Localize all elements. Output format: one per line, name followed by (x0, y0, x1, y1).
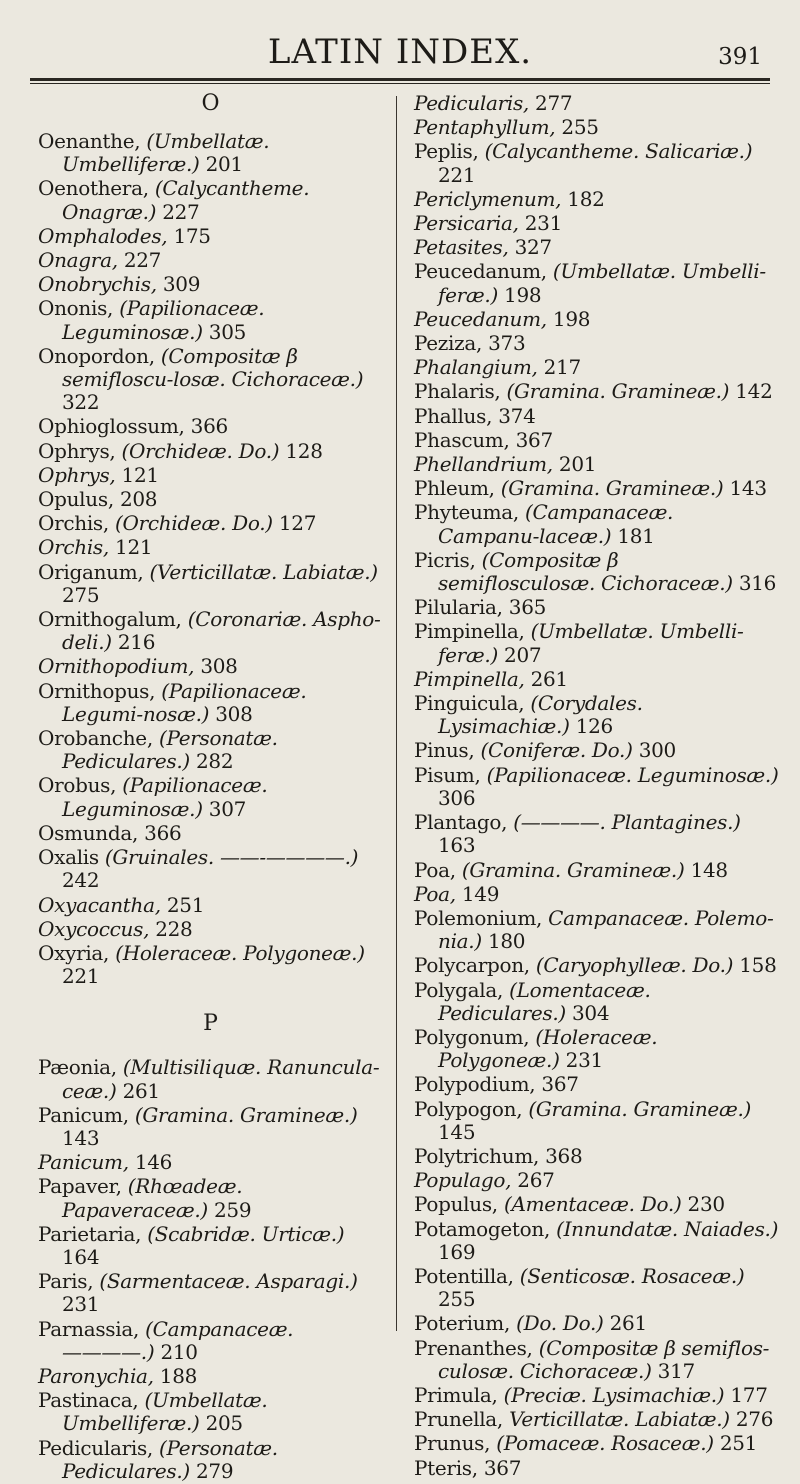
entry-group: (Calycantheme. Onagræ.) (62, 176, 310, 224)
index-entry (38, 415, 383, 438)
entry-genus: Primula, (414, 1382, 498, 1407)
index-entry (38, 942, 383, 988)
entry-page: 308 (215, 701, 253, 726)
entry-genus: Pisum, (414, 762, 481, 787)
entry-group: (Personatæ. Pediculares.) (62, 1435, 278, 1483)
entry-genus: Oxyria, (38, 940, 110, 965)
index-entry (38, 774, 383, 820)
index-entry (414, 954, 779, 977)
entry-genus: Ophrys, (38, 438, 116, 463)
entry-page: 316 (738, 571, 777, 596)
entry-genus: Panicum, (38, 1102, 129, 1127)
entry-genus: Onobrychis, (38, 272, 157, 297)
index-entry (38, 177, 383, 223)
index-entry (414, 140, 779, 186)
entry-genus: Osmunda, (38, 820, 139, 845)
entry-genus: Prunella, (414, 1407, 503, 1432)
index-entry (414, 380, 779, 403)
index-entry (414, 1169, 779, 1192)
index-entry (38, 1270, 383, 1316)
entry-genus: Prenanthes, (414, 1335, 533, 1360)
entry-page: 304 (571, 1000, 610, 1025)
entry-page: 261 (530, 666, 568, 691)
entry-page: 276 (735, 1407, 774, 1432)
index-entry (414, 116, 779, 139)
entry-genus: Pedicularis, (414, 91, 529, 115)
entry-page: 205 (205, 1411, 243, 1436)
entry-group: (Compositæ β semifloscu-losæ. Cichoraceæ.) (62, 343, 364, 392)
entry-genus: Papaver, (38, 1174, 122, 1199)
index-entry (38, 1365, 383, 1388)
entry-group: (Scabridæ. Urticæ.) (147, 1221, 345, 1246)
entry-group: (Papilionaceæ. Leguminosæ.) (62, 773, 268, 821)
index-entry (414, 668, 779, 691)
entry-genus: Parietaria, (38, 1221, 142, 1246)
entry-genus: Peucedanum, (414, 259, 547, 284)
entry-group: (Preciæ. Lysimachiæ.) (503, 1382, 725, 1407)
index-entry (38, 1389, 383, 1435)
entry-genus: Phalangium, (414, 355, 538, 380)
entry-page: 300 (638, 738, 676, 763)
entry-genus: Pentaphyllum, (414, 115, 556, 140)
entry-genus: Petasites, (414, 235, 509, 260)
entry-page: 142 (735, 379, 773, 404)
index-entry (38, 225, 383, 248)
index-entry (414, 811, 779, 857)
index-entry (38, 1175, 383, 1221)
index-entry (414, 1026, 779, 1072)
entry-genus: Polygala, (414, 977, 504, 1002)
entry-group: (Coronariæ. Aspho-deli.) (62, 607, 381, 655)
entry-page: 146 (134, 1150, 173, 1175)
entry-page: 275 (62, 582, 100, 607)
entry-page: 143 (62, 1125, 100, 1150)
index-entry (414, 1312, 779, 1335)
entry-page: 164 (62, 1244, 100, 1269)
entry-genus: Pinus, (414, 738, 475, 763)
entry-group: (Orchideæ. Do.) (115, 511, 273, 536)
entry-group: (Gramina. Gramineæ.) (461, 857, 685, 882)
entry-page: 279 (195, 1458, 234, 1483)
entry-genus: Orobus, (38, 773, 117, 798)
entry-genus: Pastinaca, (38, 1388, 139, 1413)
entry-group: (Holeraceæ. Polygoneæ.) (438, 1024, 658, 1073)
entry-genus: Potentilla, (414, 1263, 514, 1288)
entry-genus: Phleum, (414, 476, 495, 501)
entry-page: 251 (719, 1431, 758, 1456)
entry-page: 177 (730, 1382, 768, 1407)
entry-genus: Paris, (38, 1269, 94, 1294)
entry-group: (Gramina. Gramineæ.) (134, 1102, 358, 1127)
entry-group: (Personatæ. Pediculares.) (62, 726, 278, 774)
entry-group: (Senticosæ. Rosaceæ.) (519, 1263, 745, 1288)
index-entry (414, 692, 779, 738)
entry-page: 227 (123, 248, 162, 273)
entry-page: 327 (514, 235, 552, 260)
entry-genus: Polytrichum, (414, 1143, 540, 1168)
index-entry (414, 596, 779, 619)
entry-page: 367 (515, 427, 553, 452)
entry-page: 277 (535, 91, 573, 115)
entry-genus: Pilularia, (414, 595, 503, 620)
entry-group: (Multisiliquæ. Ranuncula-ceæ.) (62, 1055, 380, 1103)
entry-genus: Poterium, (414, 1311, 511, 1336)
entry-page: 282 (195, 749, 234, 774)
index-entry (414, 501, 779, 547)
entry-page: 242 (62, 868, 100, 893)
entry-page: 367 (483, 1455, 522, 1480)
entry-genus: Ophioglossum, (38, 414, 185, 439)
index-entry (414, 907, 779, 953)
entry-genus: Prunus, (414, 1431, 491, 1456)
entry-page: 216 (117, 630, 156, 655)
entry-group: (Lomentaceæ. Pediculares.) (438, 977, 651, 1025)
entry-page: 127 (278, 511, 317, 536)
entry-page: 306 (438, 785, 476, 810)
index-entry (414, 356, 779, 379)
entry-genus: Populus, (414, 1192, 498, 1217)
entry-page: 208 (119, 487, 158, 512)
index-entry (38, 1056, 383, 1102)
section-letter-o: O (201, 91, 220, 116)
entry-genus: Ononis, (38, 296, 114, 321)
entry-page: 201 (558, 452, 597, 477)
index-entry (38, 655, 383, 678)
entry-genus: Onopordon, (38, 343, 155, 368)
running-title: LATIN INDEX. (267, 32, 533, 72)
index-entry (414, 477, 779, 500)
entry-genus: Poa, (414, 857, 456, 882)
entry-page: 121 (115, 535, 153, 560)
entry-genus: Pæonia, (38, 1055, 117, 1080)
entry-group: (Pomaceæ. Rosaceæ.) (496, 1431, 714, 1456)
entry-genus: Origanum, (38, 559, 144, 584)
entry-page: 169 (438, 1239, 476, 1264)
index-entry (414, 1384, 779, 1407)
index-entry (38, 608, 383, 654)
entry-genus: Phyteuma, (414, 500, 519, 525)
entry-page: 309 (162, 272, 201, 297)
index-entry (414, 764, 779, 810)
entry-genus: Pimpinella, (414, 619, 525, 644)
index-entry (38, 894, 383, 917)
index-entry (414, 979, 779, 1025)
entry-genus: Polemonium, (414, 905, 543, 930)
entry-genus: Ornithogalum, (38, 607, 182, 632)
entry-page: 201 (205, 152, 243, 177)
index-entry (38, 1151, 383, 1174)
index-entry (414, 549, 779, 595)
entry-page: 217 (543, 355, 581, 380)
section-letter-p: P (203, 1011, 218, 1037)
entry-genus: Phellandrium, (414, 452, 553, 477)
index-entry (414, 620, 779, 666)
entry-page: 158 (739, 953, 777, 978)
entry-group: (Papilionaceæ. Legumi-nosæ.) (62, 678, 307, 726)
entry-group: (Do. Do.) (516, 1311, 604, 1336)
entry-page: 322 (62, 390, 100, 415)
index-entry (414, 1265, 779, 1311)
index-entry (38, 1318, 383, 1364)
entry-group: (Gramina. Gramineæ.) (528, 1096, 752, 1121)
entry-page: 307 (208, 796, 247, 821)
entry-page: 163 (438, 833, 476, 858)
index-entry (38, 1437, 383, 1483)
entry-page: 126 (575, 714, 613, 739)
entry-group: (Campanaceæ. Campanu-laceæ.) (438, 500, 674, 548)
entry-page: 121 (121, 462, 159, 487)
header-rule (30, 78, 770, 84)
entry-group: (Umbellatæ. Umbelli-feræ.) (438, 259, 766, 307)
entry-page: 373 (488, 331, 526, 356)
entry-page: 231 (62, 1292, 100, 1317)
entry-page: 228 (155, 916, 193, 941)
right-column (414, 92, 779, 1481)
entry-group: (Corydales. Lysimachiæ.) (438, 691, 643, 739)
entry-genus: Oenanthe, (38, 129, 141, 153)
entry-genus: Populago, (414, 1168, 512, 1193)
entry-page: 255 (438, 1287, 476, 1312)
entry-page: 305 (208, 319, 247, 344)
entry-genus: Pimpinella, (414, 666, 525, 691)
entry-group: (Papilionaceæ. Leguminosæ.) (486, 762, 779, 787)
index-entry (414, 332, 779, 355)
entry-page: 261 (122, 1078, 160, 1103)
entry-genus: Oxalis (38, 845, 99, 870)
index-entry (414, 1145, 779, 1168)
entry-genus: Pedicularis, (38, 1435, 153, 1460)
entry-group: (Holeraceæ. Polygoneæ.) (115, 940, 365, 965)
entry-page: 259 (214, 1197, 252, 1222)
index-entry (38, 440, 383, 463)
entry-group: (Rhœadeæ. Papaveraceæ.) (62, 1174, 243, 1222)
entry-page: 231 (524, 211, 563, 236)
entry-group: Campanaceæ. Polemo-nia.) (438, 905, 774, 954)
entry-page: 182 (567, 186, 605, 211)
entry-page: 261 (609, 1311, 647, 1336)
entry-group: (Verticillatæ. Labiatæ.) (149, 559, 378, 584)
index-entry (38, 822, 383, 845)
index-entry (414, 188, 779, 211)
index-entry (414, 1073, 779, 1096)
entry-page: 251 (166, 892, 205, 917)
column-divider (396, 96, 397, 1331)
index-entry (38, 488, 383, 511)
entry-group: (Umbellatæ. Umbelliferæ.) (62, 129, 270, 177)
entry-page: 143 (729, 476, 767, 501)
entry-genus: Opulus, (38, 487, 114, 512)
entry-page: 368 (545, 1143, 583, 1168)
entry-group: (Compositæ β semiflosculosæ. Cichoraceæ.) (438, 547, 733, 596)
entry-group: (————. Plantagines.) (513, 810, 741, 835)
index-entry (414, 1193, 779, 1216)
page-header (0, 0, 800, 80)
entry-group: (Amentaceæ. Do.) (503, 1192, 682, 1217)
index-entry (414, 453, 779, 476)
entry-page: 148 (690, 857, 728, 882)
entry-genus: Phascum, (414, 427, 510, 452)
entry-page: 267 (517, 1168, 555, 1193)
entry-page: 374 (498, 403, 536, 428)
entry-group: (Orchideæ. Do.) (121, 438, 280, 463)
entry-genus: Paronychia, (38, 1363, 154, 1388)
entry-page: 149 (461, 881, 500, 906)
index-entry (414, 1218, 779, 1264)
entry-page: 198 (552, 306, 591, 331)
index-entry (38, 130, 383, 176)
entry-genus: Orchis, (38, 511, 109, 536)
entry-genus: Peziza, (414, 331, 483, 356)
entry-genus: Poa, (414, 881, 456, 906)
index-entry (414, 1457, 779, 1480)
entry-genus: Polygonum, (414, 1024, 530, 1049)
entry-group: (Gramina. Gramineæ.) (506, 379, 730, 404)
entry-genus: Peplis, (414, 139, 479, 164)
index-entry (414, 739, 779, 762)
index-entry (38, 297, 383, 343)
entry-group: (Papilionaceæ. Leguminosæ.) (62, 296, 265, 344)
entry-genus: Peucedanum, (414, 306, 547, 331)
entry-genus: Polypogon, (414, 1096, 523, 1121)
entry-genus: Ornithopus, (38, 678, 156, 703)
index-entry (414, 883, 779, 906)
entry-page: 210 (160, 1339, 198, 1364)
entry-genus: Phallus, (414, 403, 493, 428)
entry-page: 255 (561, 115, 599, 140)
entry-group: Verticillatæ. Labiatæ.) (509, 1407, 730, 1432)
entry-page: 227 (162, 199, 200, 224)
index-entry (38, 1223, 383, 1269)
entry-genus: Ophrys, (38, 462, 116, 487)
entry-page: 231 (565, 1048, 603, 1073)
entry-genus: Plantago, (414, 810, 508, 835)
entry-genus: Persicaria, (414, 211, 519, 236)
entry-genus: Orobanche, (38, 726, 153, 751)
index-entry (414, 212, 779, 235)
entry-genus: Polycarpon, (414, 953, 530, 978)
entry-genus: Phalaris, (414, 379, 501, 404)
index-entry (414, 859, 779, 882)
entry-page: 181 (617, 523, 655, 548)
entries-right (414, 92, 779, 1480)
entry-genus: Periclymenum, (414, 186, 562, 211)
index-entry (38, 918, 383, 941)
entry-group: (Umbellatæ. Umbelliferæ.) (62, 1388, 268, 1436)
index-entry (38, 561, 383, 607)
entry-genus: Parnassia, (38, 1316, 140, 1341)
entry-page: 145 (438, 1119, 476, 1144)
entry-page: 230 (687, 1192, 725, 1217)
entry-group: (Calycantheme. Salicariæ.) (484, 139, 753, 164)
entry-genus: Picris, (414, 547, 476, 572)
index-entry (414, 405, 779, 428)
index-entry (414, 1098, 779, 1144)
index-entry (38, 727, 383, 773)
entry-page: 128 (285, 438, 323, 463)
index-entry (414, 92, 779, 115)
entry-genus: Panicum, (38, 1150, 129, 1175)
entry-page: 198 (504, 282, 542, 307)
entry-page: 221 (438, 162, 476, 187)
index-entry (414, 429, 779, 452)
entry-genus: Omphalodes, (38, 223, 168, 248)
entry-group: (Coniferæ. Do.) (480, 738, 633, 763)
entry-page: 365 (508, 595, 547, 620)
entry-group: (Campanaceæ. ————.) (62, 1316, 294, 1364)
entry-group: (Sarmentaceæ. Asparagi.) (99, 1269, 358, 1294)
entry-genus: Ornithopodium, (38, 654, 195, 679)
entry-page: 180 (487, 929, 526, 954)
index-entry (38, 512, 383, 535)
page-number: 391 (718, 44, 762, 70)
index-entry (38, 536, 383, 559)
entry-page: 188 (159, 1363, 198, 1388)
entry-group: (Gruinales. ——-————.) (104, 845, 359, 870)
entry-genus: Oenothera, (38, 176, 149, 201)
entry-page: 367 (541, 1072, 579, 1097)
entry-group: (Compositæ β semiflos-culosæ. Cichoraceæ.) (438, 1335, 770, 1383)
entry-group: (Caryophylleæ. Do.) (535, 953, 734, 978)
entry-page: 221 (62, 964, 100, 989)
entry-group: (Innundatæ. Naiades.) (556, 1216, 779, 1241)
index-entry (38, 249, 383, 272)
entry-genus: Oxycoccus, (38, 916, 150, 941)
index-entry (38, 1104, 383, 1150)
entry-genus: Oxyacantha, (38, 892, 161, 917)
index-entry (38, 273, 383, 296)
entry-group: (Umbellatæ. Umbelli-feræ.) (438, 619, 744, 667)
index-entry (414, 308, 779, 331)
entry-genus: Orchis, (38, 535, 109, 560)
entry-page: 308 (200, 654, 238, 679)
index-entry (414, 260, 779, 306)
entry-page: 366 (190, 414, 228, 439)
entry-page: 366 (144, 820, 182, 845)
index-entry (414, 1432, 779, 1455)
entry-genus: Pteris, (414, 1455, 478, 1480)
entries-p (38, 1056, 383, 1483)
index-entry (414, 1408, 779, 1431)
entry-page: 175 (173, 223, 211, 248)
index-entry (38, 846, 383, 892)
entry-group: (Gramina. Gramineæ.) (500, 476, 724, 501)
index-entry (414, 236, 779, 259)
index-entry (414, 1337, 779, 1383)
entry-genus: Pinguicula, (414, 691, 525, 716)
entry-genus: Potamogeton, (414, 1216, 551, 1241)
index-entry (38, 680, 383, 726)
entry-page: 207 (504, 642, 542, 667)
entry-genus: Polypodium, (414, 1072, 536, 1097)
index-entry (38, 345, 383, 415)
entry-page: 317 (657, 1358, 695, 1383)
index-entry (38, 464, 383, 487)
entries-o (38, 130, 383, 988)
entry-genus: Onagra, (38, 248, 118, 273)
left-column (38, 92, 383, 1484)
